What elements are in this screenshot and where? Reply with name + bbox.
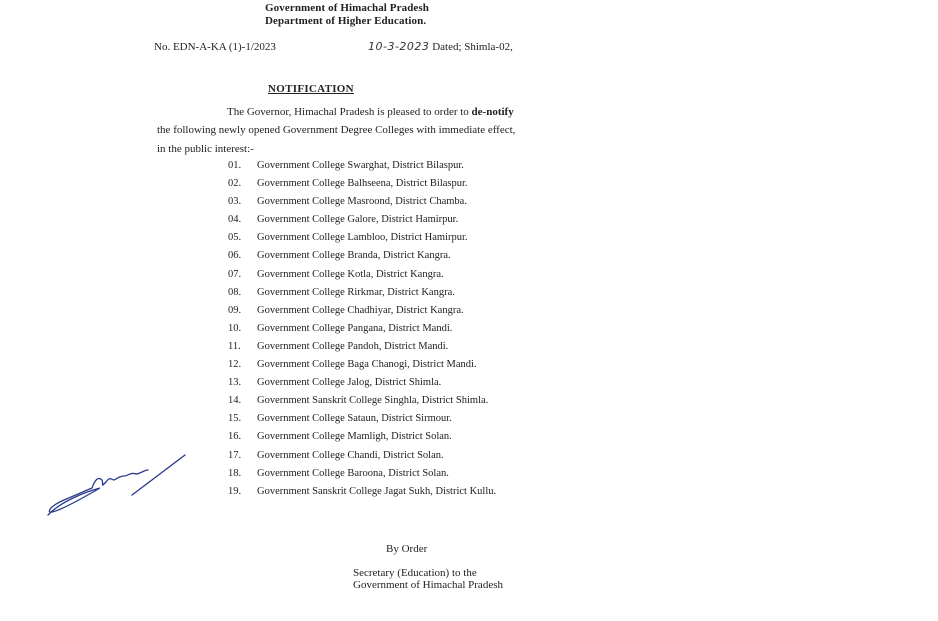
college-number: 18. bbox=[228, 467, 242, 479]
handwritten-date: 10-3-2023 bbox=[368, 40, 430, 53]
college-name: Government College Pangana, District Mandi. bbox=[257, 322, 453, 334]
college-name: Government College Galore, District Hamirpur. bbox=[257, 214, 459, 226]
college-name: Government College Chadhiyar, District Kangra. bbox=[257, 304, 464, 316]
college-number: 17. bbox=[228, 449, 242, 461]
body-line-1-text: The Governor, Himachal Pradesh is pleased to order to bbox=[227, 106, 472, 118]
college-number: 15. bbox=[228, 413, 242, 425]
college-number: 19. bbox=[228, 485, 242, 497]
college-name: Government College Sataun, District Sirmour. bbox=[257, 413, 452, 425]
college-number: 16. bbox=[228, 431, 242, 443]
dated-place: Dated; Shimla-02, bbox=[432, 41, 513, 53]
college-name: Government College Jalog, District Shimla. bbox=[257, 377, 442, 389]
college-number: 14. bbox=[228, 395, 242, 407]
college-number: 06. bbox=[228, 250, 242, 262]
college-name: Government College Chandi, District Solan. bbox=[257, 449, 444, 461]
college-name: Government College Lambloo, District Hamirpur. bbox=[257, 232, 468, 244]
college-name: Government College Kotla, District Kangra. bbox=[257, 268, 444, 280]
college-list-item bbox=[228, 413, 496, 431]
body-line-3: in the public interest:- bbox=[157, 143, 254, 155]
college-list-item bbox=[228, 196, 496, 214]
secretary-line-2: Government of Himachal Pradesh bbox=[353, 579, 503, 591]
college-number: 07. bbox=[228, 268, 242, 280]
college-number: 03. bbox=[228, 196, 242, 208]
college-list-item bbox=[228, 486, 496, 504]
body-line-2: the following newly opened Government Degree Colleges with immediate effect, bbox=[157, 124, 516, 136]
college-name: Government College Baga Chanogi, District Mandi. bbox=[257, 359, 477, 371]
header-government: Government of Himachal Pradesh bbox=[265, 2, 430, 14]
college-list bbox=[228, 160, 496, 504]
college-name: Government College Mamligh, District Solan. bbox=[257, 431, 452, 443]
college-list-item bbox=[228, 323, 496, 341]
college-number: 08. bbox=[228, 286, 242, 298]
header-department: Department of Higher Education. bbox=[265, 15, 427, 27]
college-name: Government College Balhseena, District Bilaspur. bbox=[257, 178, 468, 190]
college-list-item bbox=[228, 341, 496, 359]
college-number: 12. bbox=[228, 359, 242, 371]
college-name: Government College Swarghat, District Bilaspur. bbox=[257, 160, 464, 171]
secretary-line-1: Secretary (Education) to the bbox=[353, 567, 477, 579]
college-number: 02. bbox=[228, 178, 242, 190]
college-list-item bbox=[228, 269, 496, 287]
college-list-item bbox=[228, 450, 496, 468]
college-name: Government College Masroond, District Chamba. bbox=[257, 196, 467, 208]
college-name: Government College Branda, District Kangra. bbox=[257, 250, 451, 262]
date-line bbox=[368, 40, 513, 53]
college-number: 05. bbox=[228, 232, 242, 244]
college-name: Government Sanskrit College Singhla, District Shimla. bbox=[257, 395, 489, 407]
college-name: Government College Rirkmar, District Kangra. bbox=[257, 286, 455, 298]
college-list-item bbox=[228, 431, 496, 449]
notification-title: NOTIFICATION bbox=[268, 83, 354, 95]
college-list-item bbox=[228, 377, 496, 395]
college-list-item bbox=[228, 287, 496, 305]
college-number: 09. bbox=[228, 304, 242, 316]
college-name: Government College Baroona, District Solan. bbox=[257, 467, 449, 479]
college-list-item bbox=[228, 232, 496, 250]
college-list-item bbox=[228, 160, 496, 178]
college-number: 04. bbox=[228, 214, 242, 226]
signature bbox=[40, 440, 190, 525]
college-list-item bbox=[228, 178, 496, 196]
by-order: By Order bbox=[386, 543, 428, 555]
college-list-item bbox=[228, 395, 496, 413]
college-list-item bbox=[228, 305, 496, 323]
college-number: 13. bbox=[228, 377, 242, 389]
college-list-item bbox=[228, 250, 496, 268]
body-line-1-emphasis: de-notify bbox=[471, 106, 514, 118]
college-list-item bbox=[228, 359, 496, 377]
college-name: Government College Pandoh, District Mandi. bbox=[257, 340, 449, 352]
college-number: 11. bbox=[228, 340, 241, 352]
college-list-item bbox=[228, 468, 496, 486]
college-number: 10. bbox=[228, 322, 242, 334]
college-list-item bbox=[228, 214, 496, 232]
college-name: Government Sanskrit College Jagat Sukh, District Kullu. bbox=[257, 485, 497, 497]
body-line-1 bbox=[227, 106, 514, 118]
reference-number: No. EDN-A-KA (1)-1/2023 bbox=[154, 41, 276, 53]
college-number: 01. bbox=[228, 160, 242, 171]
